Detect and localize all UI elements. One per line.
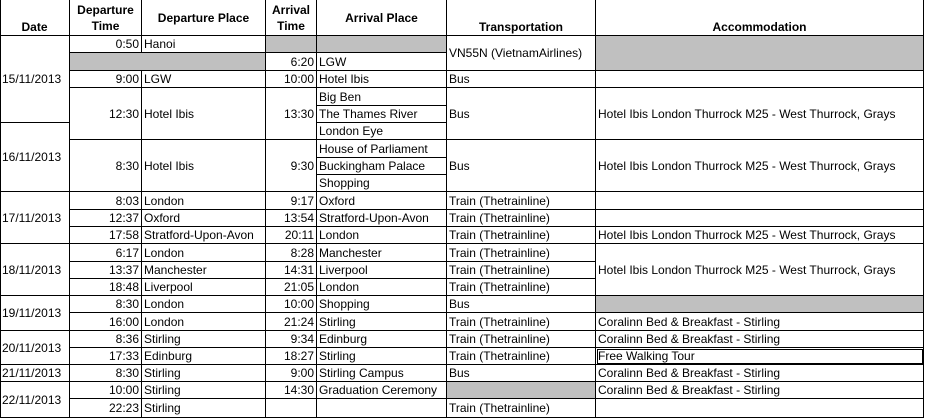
accommodation-cell[interactable]: Coralinn Bed & Breakfast - Stirling [596,313,924,331]
transportation-cell[interactable]: Bus [447,88,596,140]
arrival-place-cell[interactable]: LGW [317,53,447,71]
empty-cell[interactable] [596,71,924,88]
departure-time-cell[interactable]: 22:23 [70,399,142,418]
departure-place-cell[interactable]: Hotel Ibis [142,140,266,192]
departure-place-cell[interactable]: Hotel Ibis [142,88,266,140]
departure-time-cell[interactable]: 8:03 [70,192,142,210]
arrival-place-cell[interactable]: Stirling Campus [317,365,447,382]
departure-time-cell[interactable]: 10:00 [70,382,142,399]
departure-time-cell[interactable]: 8:30 [70,140,142,192]
date-cell[interactable]: 16/11/2013 [0,123,70,192]
departure-place-cell[interactable]: Edinburg [142,348,266,365]
departure-place-cell[interactable]: Stirling [142,331,266,348]
accommodation-cell[interactable]: Hotel Ibis London Thurrock M25 - West Thurrock, Grays [596,227,924,244]
departure-time-cell[interactable]: 12:30 [70,88,142,140]
arrival-place-cell[interactable]: Shopping [317,175,447,192]
departure-time-cell[interactable]: 17:33 [70,348,142,365]
shaded-cell[interactable] [596,296,924,313]
date-cell[interactable]: 18/11/2013 [0,244,70,296]
shaded-cell[interactable] [70,53,266,71]
header-arrival-place[interactable]: Arrival Place [317,0,447,36]
arrival-place-cell[interactable]: Hotel Ibis [317,71,447,88]
arrival-time-cell[interactable]: 8:28 [266,244,317,262]
departure-time-cell[interactable]: 16:00 [70,313,142,331]
departure-time-cell[interactable]: 18:48 [70,279,142,296]
header-date[interactable]: Date [0,0,70,36]
departure-time-cell[interactable]: 17:58 [70,227,142,244]
transportation-cell[interactable]: Bus [447,296,596,313]
arrival-place-cell[interactable]: London Eye [317,123,447,140]
arrival-place-cell[interactable]: Big Ben [317,88,447,106]
header-departure-place[interactable]: Departure Place [142,0,266,36]
departure-place-cell[interactable]: London [142,244,266,262]
transportation-cell[interactable]: Train (Thetrainline) [447,244,596,262]
accommodation-cell[interactable]: Hotel Ibis London Thurrock M25 - West Thurrock, Grays [596,140,924,192]
transportation-cell[interactable]: Train (Thetrainline) [447,399,596,418]
departure-place-cell[interactable]: Stirling [142,382,266,399]
arrival-place-cell[interactable]: Edinburg [317,331,447,348]
arrival-place-cell[interactable]: Oxford [317,192,447,210]
departure-place-cell[interactable]: LGW [142,71,266,88]
date-cell[interactable]: 22/11/2013 [0,382,70,418]
arrival-place-cell[interactable]: London [317,227,447,244]
shaded-cell[interactable] [317,36,447,53]
departure-time-cell[interactable]: 8:30 [70,365,142,382]
accommodation-cell[interactable]: Coralinn Bed & Breakfast - Stirling [596,365,924,382]
departure-place-cell[interactable]: Manchester [142,262,266,279]
departure-place-cell[interactable]: Stirling [142,399,266,418]
transportation-cell[interactable]: Bus [447,71,596,88]
arrival-place-cell[interactable]: The Thames River [317,106,447,123]
arrival-time-cell[interactable]: 9:30 [266,140,317,192]
empty-cell[interactable] [317,399,447,418]
header-departure-time[interactable]: Departure Time [70,0,142,36]
arrival-time-cell[interactable]: 10:00 [266,296,317,313]
departure-time-cell[interactable]: 0:50 [70,36,142,53]
departure-place-cell[interactable]: Stirling [142,365,266,382]
arrival-place-cell[interactable]: Graduation Ceremony [317,382,447,399]
date-cell[interactable]: 20/11/2013 [0,331,70,365]
arrival-time-cell[interactable]: 13:54 [266,210,317,227]
arrival-place-cell[interactable]: Stirling [317,313,447,331]
empty-cell[interactable] [266,399,317,418]
departure-place-cell[interactable]: London [142,296,266,313]
transportation-cell[interactable]: Train (Thetrainline) [447,313,596,331]
accommodation-cell[interactable]: Free Walking Tour [596,348,924,365]
departure-time-cell[interactable]: 12:37 [70,210,142,227]
transportation-cell[interactable]: Train (Thetrainline) [447,331,596,348]
arrival-time-cell[interactable]: 13:30 [266,88,317,140]
empty-cell[interactable] [596,210,924,227]
header-transportation[interactable]: Transportation [447,0,596,36]
arrival-place-cell[interactable]: Stirling [317,348,447,365]
accommodation-cell[interactable]: Hotel Ibis London Thurrock M25 - West Thurrock, Grays [596,244,924,296]
arrival-time-cell[interactable]: 9:34 [266,331,317,348]
header-arrival-time[interactable]: Arrival Time [266,0,317,36]
arrival-time-cell[interactable]: 10:00 [266,71,317,88]
departure-time-cell[interactable]: 8:36 [70,331,142,348]
departure-place-cell[interactable]: Liverpool [142,279,266,296]
accommodation-cell[interactable]: Hotel Ibis London Thurrock M25 - West Thurrock, Grays [596,88,924,140]
empty-cell[interactable] [596,192,924,210]
transportation-cell[interactable]: Bus [447,140,596,192]
arrival-place-cell[interactable]: Stratford-Upon-Avon [317,210,447,227]
departure-time-cell[interactable]: 9:00 [70,71,142,88]
arrival-time-cell[interactable]: 9:17 [266,192,317,210]
departure-time-cell[interactable]: 13:37 [70,262,142,279]
date-cell[interactable]: 19/11/2013 [0,296,70,331]
header-accommodation[interactable]: Accommodation [596,0,924,36]
transportation-cell[interactable]: VN55N (VietnamAirlines) [447,36,596,71]
departure-place-cell[interactable]: Hanoi [142,36,266,53]
date-cell[interactable]: 15/11/2013 [0,36,70,123]
arrival-place-cell[interactable]: Shopping [317,296,447,313]
empty-cell[interactable] [596,399,924,418]
accommodation-cell[interactable]: Coralinn Bed & Breakfast - Stirling [596,331,924,348]
date-cell[interactable]: 17/11/2013 [0,192,70,244]
arrival-place-cell[interactable]: House of Parliament [317,140,447,158]
departure-place-cell[interactable]: Oxford [142,210,266,227]
departure-place-cell[interactable]: Stratford-Upon-Avon [142,227,266,244]
transportation-cell[interactable]: Train (Thetrainline) [447,210,596,227]
shaded-cell[interactable] [447,382,596,399]
arrival-place-cell[interactable]: Manchester [317,244,447,262]
departure-place-cell[interactable]: London [142,192,266,210]
arrival-place-cell[interactable]: London [317,279,447,296]
arrival-place-cell[interactable]: Liverpool [317,262,447,279]
arrival-time-cell[interactable]: 18:27 [266,348,317,365]
arrival-time-cell[interactable]: 9:00 [266,365,317,382]
transportation-cell[interactable]: Train (Thetrainline) [447,227,596,244]
arrival-time-cell[interactable]: 20:11 [266,227,317,244]
departure-place-cell[interactable]: London [142,313,266,331]
transportation-cell[interactable]: Bus [447,365,596,382]
arrival-time-cell[interactable]: 21:05 [266,279,317,296]
arrival-time-cell[interactable]: 14:30 [266,382,317,399]
transportation-cell[interactable]: Train (Thetrainline) [447,192,596,210]
transportation-cell[interactable]: Train (Thetrainline) [447,279,596,296]
departure-time-cell[interactable]: 6:17 [70,244,142,262]
arrival-time-cell[interactable]: 14:31 [266,262,317,279]
arrival-time-cell[interactable]: 21:24 [266,313,317,331]
date-cell[interactable]: 21/11/2013 [0,365,70,382]
transportation-cell[interactable]: Train (Thetrainline) [447,262,596,279]
shaded-cell[interactable] [596,36,924,71]
departure-time-cell[interactable]: 8:30 [70,296,142,313]
shaded-cell[interactable] [266,36,317,53]
arrival-time-cell[interactable]: 6:20 [266,53,317,71]
accommodation-cell[interactable]: Coralinn Bed & Breakfast - Stirling [596,382,924,399]
transportation-cell[interactable]: Train (Thetrainline) [447,348,596,365]
arrival-place-cell[interactable]: Buckingham Palace [317,158,447,175]
